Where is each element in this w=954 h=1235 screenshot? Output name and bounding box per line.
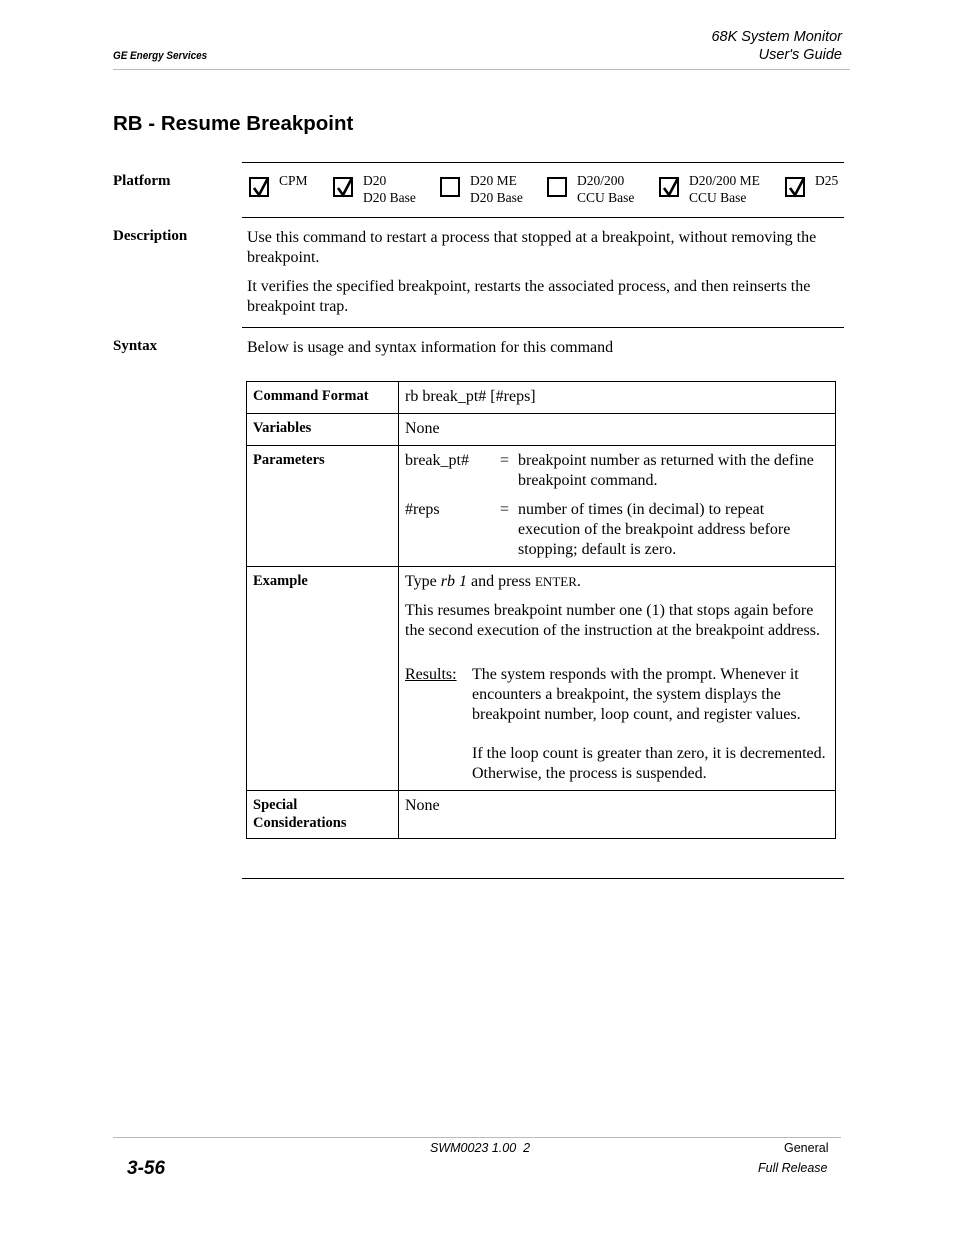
parameter-name: break_pt# <box>405 452 469 469</box>
header-divider <box>113 69 850 70</box>
syntax-intro: Below is usage and syntax information for this command <box>247 339 614 356</box>
table-row <box>247 791 836 839</box>
platform-item-sublabel: CCU Base <box>689 190 747 205</box>
company-name: GE Energy Services <box>113 50 208 62</box>
release-status: Full Release <box>758 1161 828 1175</box>
checked-checkbox-icon <box>785 177 805 197</box>
syntax-table <box>246 381 836 839</box>
description-bottom-rule <box>242 327 844 328</box>
platform-item-d20-200 <box>547 172 634 206</box>
special-considerations-label <box>247 791 399 839</box>
variables-label: Variables <box>247 414 399 446</box>
parameter-equals: = <box>500 452 510 469</box>
footer-divider <box>113 1137 841 1138</box>
description-paragraph: Use this command to restart a process that stopped at a breakpoint, without removing the breakpoint. <box>247 229 817 266</box>
command-format-value: rb break_pt# [#reps] <box>399 382 836 414</box>
checked-checkbox-icon <box>333 177 353 197</box>
parameters-label: Parameters <box>247 446 399 567</box>
special-considerations-value: None <box>399 791 836 839</box>
platform-bottom-rule <box>242 217 844 218</box>
results-label: Results: <box>405 666 457 683</box>
document-title-line1: 68K System Monitor <box>711 29 842 45</box>
platform-item-d20 <box>333 172 416 206</box>
platform-item-sublabel: D20 Base <box>363 190 416 205</box>
platform-item-label: D20/200 ME <box>689 173 760 188</box>
platform-item-label: CPM <box>279 173 308 188</box>
example-value <box>399 567 836 791</box>
platform-item-label: D20 ME <box>470 173 517 188</box>
command-format-label: Command Format <box>247 382 399 414</box>
parameter-item <box>405 451 829 491</box>
document-title-line2: User's Guide <box>758 47 842 63</box>
results-paragraph: The system responds with the prompt. Whenever it encounters a breakpoint, the system displays the breakpoint number, loop count, and register values. <box>472 666 801 723</box>
page-number: 3-56 <box>127 1158 166 1179</box>
example-instruction <box>405 572 829 592</box>
document-category: General <box>784 1141 829 1155</box>
page-title: RB - Resume Breakpoint <box>113 112 354 135</box>
description-label: Description <box>113 228 188 244</box>
table-row <box>247 414 836 446</box>
variables-value: None <box>399 414 836 446</box>
platform-item-sublabel: CCU Base <box>577 190 635 205</box>
description-paragraph: It verifies the specified breakpoint, restarts the associated process, and then reinserts the breakpoint trap. <box>247 278 811 315</box>
checked-checkbox-icon <box>659 177 679 197</box>
checked-checkbox-icon <box>249 177 269 197</box>
example-label: Example <box>247 567 399 791</box>
platform-label: Platform <box>113 173 171 189</box>
syntax-label: Syntax <box>113 338 158 354</box>
parameter-equals: = <box>500 501 510 518</box>
platform-item-sublabel: D20 Base <box>470 190 523 205</box>
example-command: rb 1 <box>440 573 467 590</box>
description-text <box>247 228 839 317</box>
parameter-description: number of times (in decimal) to repeat execution of the breakpoint address before stopping; default is zero. <box>518 501 791 558</box>
parameter-item <box>405 500 829 560</box>
parameter-name: #reps <box>405 501 440 518</box>
syntax-bottom-rule <box>242 878 844 879</box>
special-label-line1: Special <box>253 797 298 813</box>
results-block <box>405 665 829 784</box>
example-period: . <box>576 573 581 590</box>
platform-item-d25 <box>785 172 838 197</box>
unchecked-checkbox-icon <box>440 177 460 197</box>
platform-item-label: D20/200 <box>577 173 625 188</box>
platform-item-label: D20 <box>363 173 387 188</box>
platform-item-label: D25 <box>815 173 839 188</box>
document-title <box>711 28 842 64</box>
example-paragraph: This resumes breakpoint number one (1) that stops again before the second execution of the instruction at the breakpoint address. <box>405 602 820 639</box>
unchecked-checkbox-icon <box>547 177 567 197</box>
example-press-text: and press <box>467 573 535 590</box>
table-row <box>247 567 836 791</box>
table-row <box>247 446 836 567</box>
document-id: SWM0023 1.00 2 <box>430 1141 531 1155</box>
platform-item-d20-200-me <box>659 172 760 206</box>
platform-item-d20-me <box>440 172 523 206</box>
parameter-description: breakpoint number as returned with the define breakpoint command. <box>518 452 814 489</box>
platform-top-rule <box>242 162 844 163</box>
results-paragraph: If the loop count is greater than zero, it is decremented. Otherwise, the process is suspended. <box>472 745 826 782</box>
special-label-line2: Considerations <box>253 815 347 831</box>
parameters-value <box>399 446 836 567</box>
example-type-text: Type <box>405 573 441 590</box>
platform-item-cpm <box>249 172 308 197</box>
table-row <box>247 382 836 414</box>
example-key: ENTER <box>534 574 577 589</box>
